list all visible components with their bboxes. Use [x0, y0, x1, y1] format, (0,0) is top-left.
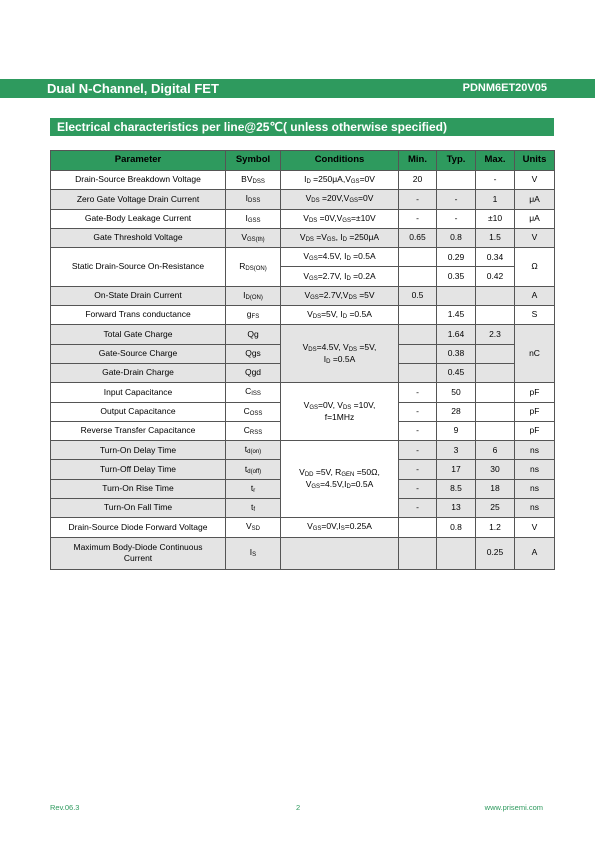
symbol-cell: Qg	[226, 325, 281, 344]
unit-cell: nC	[515, 325, 555, 383]
param-cell: Zero Gate Voltage Drain Current	[51, 190, 226, 209]
max-cell: 1.5	[476, 228, 515, 247]
min-cell	[399, 306, 437, 325]
page-number: 2	[296, 803, 301, 812]
symbol-cell: $t_r$	[226, 479, 281, 498]
condition-cell: $V_{GS}=0V$, $V_{DS} =10V$, f=1MHz	[281, 383, 399, 441]
part-number: PDNM6ET20V05	[462, 82, 547, 94]
min-cell: -	[399, 209, 437, 228]
param-cell: Gate-Source Charge	[51, 344, 226, 363]
max-cell	[476, 286, 515, 305]
param-cell: On-State Drain Current	[51, 286, 226, 305]
table-row	[51, 441, 555, 460]
min-cell	[399, 344, 437, 363]
section-title: Electrical characteristics per line@25℃( unless otherwise specified)	[57, 120, 448, 134]
condition-cell: $V_{GS}=4.5V$, $I_D =0.5A$	[281, 248, 399, 267]
typ-cell: 0.8	[437, 518, 476, 537]
table-row	[51, 286, 555, 305]
max-cell	[476, 306, 515, 325]
max-cell	[476, 383, 515, 402]
table-row	[51, 228, 555, 247]
min-cell	[399, 363, 437, 382]
min-cell	[399, 267, 437, 286]
typ-cell: 13	[437, 499, 476, 518]
max-cell: 0.25	[476, 537, 515, 569]
min-cell	[399, 325, 437, 344]
symbol-cell: $V_{SD}$	[226, 518, 281, 537]
min-cell: -	[399, 441, 437, 460]
condition-cell: $V_{GS}=2.7V$, $I_D =0.2A$	[281, 267, 399, 286]
condition-cell: $V_{DS} =0V,V_{GS}=\pm 10V$	[281, 209, 399, 228]
typ-cell: 0.29	[437, 248, 476, 267]
param-cell: Drain-Source Diode Forward Voltage	[51, 518, 226, 537]
param-cell: Turn-On Rise Time	[51, 479, 226, 498]
symbol-cell: $BV_{DSS}$	[226, 171, 281, 190]
table-row	[51, 190, 555, 209]
unit-cell: μA	[515, 209, 555, 228]
param-cell: Total Gate Charge	[51, 325, 226, 344]
typ-cell	[437, 537, 476, 569]
table-row	[51, 306, 555, 325]
symbol-cell: $R_{DS(ON)}$	[226, 248, 281, 287]
doc-title: Dual N-Channel, Digital FET	[47, 81, 219, 96]
min-cell: 0.65	[399, 228, 437, 247]
col-header: Min.	[399, 151, 437, 171]
typ-cell: 1.64	[437, 325, 476, 344]
max-cell: ±10	[476, 209, 515, 228]
unit-cell: ns	[515, 479, 555, 498]
max-cell	[476, 402, 515, 421]
param-cell: Input Capacitance	[51, 383, 226, 402]
param-cell: Reverse Transfer Capacitance	[51, 421, 226, 440]
typ-cell: 17	[437, 460, 476, 479]
unit-cell: μA	[515, 190, 555, 209]
unit-cell: pF	[515, 402, 555, 421]
condition-cell: $V_{DS}=4.5V$, $V_{DS} =5V$, $I_D =0.5A$	[281, 325, 399, 383]
min-cell: -	[399, 499, 437, 518]
col-header: Conditions	[281, 151, 399, 171]
min-cell	[399, 518, 437, 537]
max-cell	[476, 344, 515, 363]
symbol-cell: $I_{DSS}$	[226, 190, 281, 209]
website-link[interactable]: www.prisemi.com	[484, 803, 543, 812]
condition-cell: $I_D =250\mu A,V_{GS}=0V$	[281, 171, 399, 190]
unit-cell: A	[515, 286, 555, 305]
revision-label: Rev.06.3	[50, 803, 80, 812]
unit-cell: ns	[515, 460, 555, 479]
symbol-cell: $V_{GS(th)}$	[226, 228, 281, 247]
max-cell: 1.2	[476, 518, 515, 537]
max-cell: 0.34	[476, 248, 515, 267]
max-cell: 0.42	[476, 267, 515, 286]
unit-cell: pF	[515, 383, 555, 402]
condition-cell	[281, 537, 399, 569]
symbol-cell: $I_S$	[226, 537, 281, 569]
min-cell: -	[399, 402, 437, 421]
max-cell: 25	[476, 499, 515, 518]
param-cell: Forward Trans conductance	[51, 306, 226, 325]
param-cell: Static Drain-Source On-Resistance	[51, 248, 226, 287]
min-cell: 20	[399, 171, 437, 190]
max-cell: 2.3	[476, 325, 515, 344]
min-cell: 0.5	[399, 286, 437, 305]
section-bar	[50, 118, 554, 136]
min-cell: -	[399, 479, 437, 498]
col-header: Typ.	[437, 151, 476, 171]
typ-cell: -	[437, 209, 476, 228]
unit-cell: V	[515, 171, 555, 190]
symbol-cell: $t_{d(off)}$	[226, 460, 281, 479]
min-cell: -	[399, 460, 437, 479]
table-row	[51, 537, 555, 569]
table-row	[51, 248, 555, 267]
header-bar	[0, 79, 595, 98]
param-cell: Turn-On Delay Time	[51, 441, 226, 460]
symbol-cell: $t_f$	[226, 499, 281, 518]
table-row	[51, 325, 555, 344]
typ-cell	[437, 286, 476, 305]
typ-cell: 0.38	[437, 344, 476, 363]
max-cell	[476, 421, 515, 440]
col-header: Symbol	[226, 151, 281, 171]
unit-cell: ns	[515, 441, 555, 460]
unit-cell: pF	[515, 421, 555, 440]
typ-cell: 1.45	[437, 306, 476, 325]
param-cell: Turn-Off Delay Time	[51, 460, 226, 479]
typ-cell: 0.8	[437, 228, 476, 247]
min-cell	[399, 248, 437, 267]
symbol-cell: $C_{ISS}$	[226, 383, 281, 402]
symbol-cell: $g_{FS}$	[226, 306, 281, 325]
unit-cell: S	[515, 306, 555, 325]
unit-cell: Ω	[515, 248, 555, 287]
typ-cell: 28	[437, 402, 476, 421]
table-row	[51, 171, 555, 190]
symbol-cell: $I_{D(ON)}$	[226, 286, 281, 305]
typ-cell: 3	[437, 441, 476, 460]
param-cell: Gate Threshold Voltage	[51, 228, 226, 247]
condition-cell: $V_{DD} =5V$, $R_{GEN} =50\Omega$, $V_{GS}=4.5V,I_D=0.5A$	[281, 441, 399, 518]
max-cell: -	[476, 171, 515, 190]
symbol-cell: $I_{GSS}$	[226, 209, 281, 228]
condition-cell: $V_{DS} =20V,V_{GS}=0V$	[281, 190, 399, 209]
max-cell: 30	[476, 460, 515, 479]
col-header: Units	[515, 151, 555, 171]
symbol-cell: Qgs	[226, 344, 281, 363]
max-cell	[476, 363, 515, 382]
table-row	[51, 383, 555, 402]
typ-cell: 9	[437, 421, 476, 440]
symbol-cell: $C_{RSS}$	[226, 421, 281, 440]
min-cell: -	[399, 421, 437, 440]
min-cell: -	[399, 383, 437, 402]
max-cell: 6	[476, 441, 515, 460]
symbol-cell: $C_{OSS}$	[226, 402, 281, 421]
typ-cell: -	[437, 190, 476, 209]
typ-cell: 0.45	[437, 363, 476, 382]
min-cell	[399, 537, 437, 569]
param-cell: Drain-Source Breakdown Voltage	[51, 171, 226, 190]
table-row	[51, 518, 555, 537]
param-cell: Gate-Drain Charge	[51, 363, 226, 382]
table-row	[51, 209, 555, 228]
param-cell: Output Capacitance	[51, 402, 226, 421]
typ-cell: 0.35	[437, 267, 476, 286]
param-cell: Gate-Body Leakage Current	[51, 209, 226, 228]
col-header: Parameter	[51, 151, 226, 171]
max-cell: 18	[476, 479, 515, 498]
col-header: Max.	[476, 151, 515, 171]
param-cell: Turn-On Fall Time	[51, 499, 226, 518]
electrical-characteristics-table	[50, 150, 555, 570]
typ-cell	[437, 171, 476, 190]
unit-cell: V	[515, 228, 555, 247]
condition-cell: $V_{DS}=5V$, $I_D =0.5A$	[281, 306, 399, 325]
symbol-cell: Qgd	[226, 363, 281, 382]
unit-cell: A	[515, 537, 555, 569]
min-cell: -	[399, 190, 437, 209]
table-header-row	[51, 151, 555, 171]
condition-cell: $V_{DS} =V_{GS}$, $I_D =250\mu A$	[281, 228, 399, 247]
unit-cell: ns	[515, 499, 555, 518]
condition-cell: $V_{GS}=0V,I_S=0.25A$	[281, 518, 399, 537]
typ-cell: 8.5	[437, 479, 476, 498]
unit-cell: V	[515, 518, 555, 537]
typ-cell: 50	[437, 383, 476, 402]
symbol-cell: $t_{d(on)}$	[226, 441, 281, 460]
max-cell: 1	[476, 190, 515, 209]
param-cell: Maximum Body-Diode Continuous Current	[51, 537, 226, 569]
condition-cell: $V_{GS}=2.7V,V_{DS} =5V$	[281, 286, 399, 305]
